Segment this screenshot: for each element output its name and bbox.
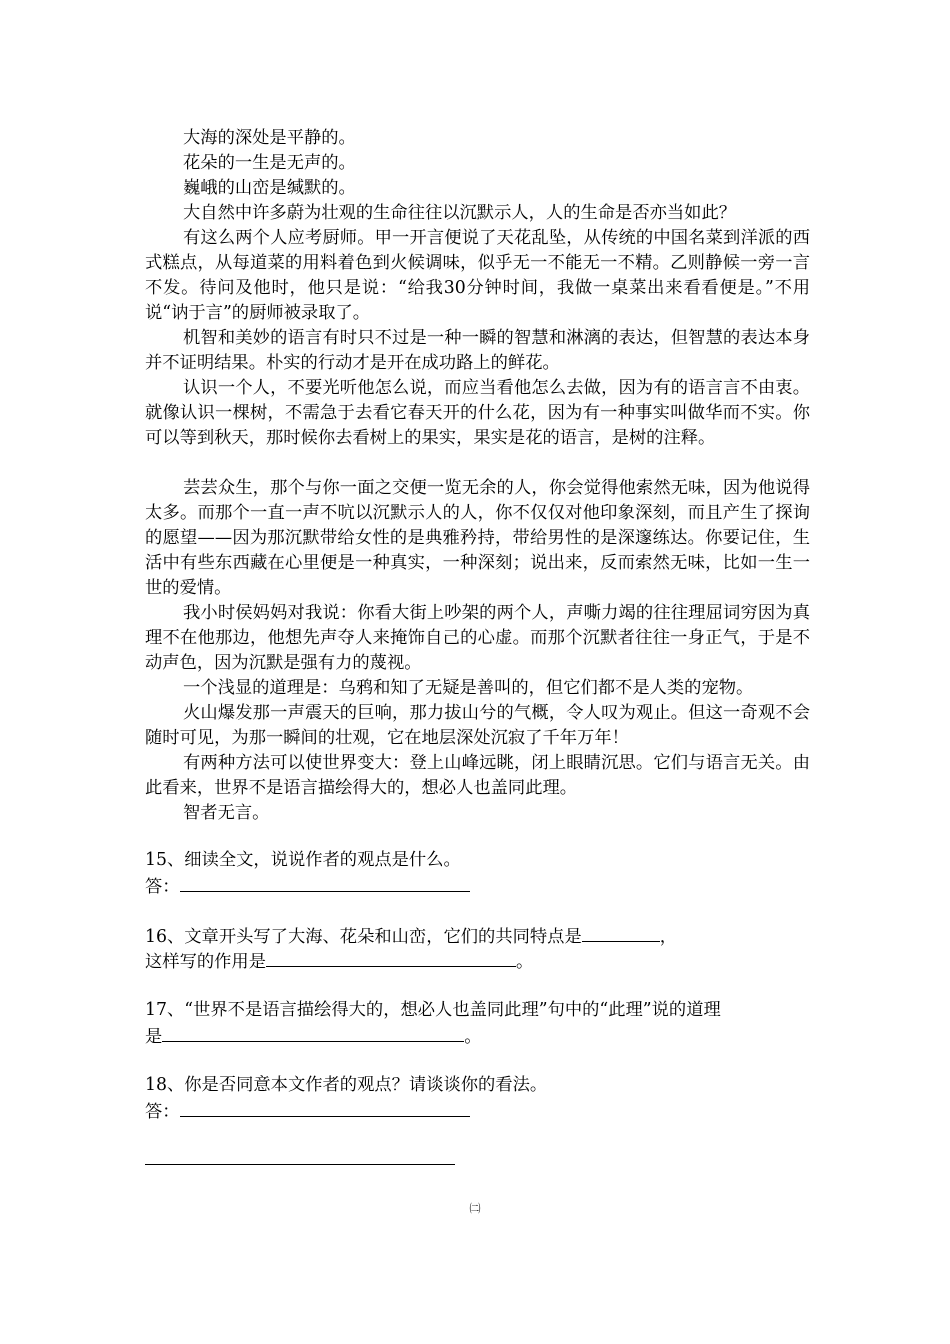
answer-blank[interactable] [180, 1098, 470, 1117]
question-15-answer-line [145, 873, 810, 900]
paragraph-8: 芸芸众生，那个与你一面之交便一览无余的人，你会觉得他索然无味，因为他说得太多。而那个一直一声不吭以沉默示人的人，你不仅仅对他印象深刻，而且产生了探询的愿望——因为那沉默带给女性的是典雅矜持，带给男性的是深邃练达。你要记住，生活中有些东西藏在心里便是一种真实，一种深刻；说出来，反而索然无味，比如一生一世的爱情。 [145, 478, 810, 598]
question-18-answer-line [145, 1098, 810, 1125]
question-17-period: 。 [464, 1027, 482, 1047]
answer-blank[interactable] [180, 873, 470, 892]
page-mark: ㈡ [469, 1202, 481, 1215]
question-15-text: 15、细读全文，说说作者的观点是什么。 [145, 850, 461, 870]
answer-blank[interactable] [582, 923, 660, 942]
question-17-line-2 [145, 1023, 810, 1050]
paragraph-9: 我小时侯妈妈对我说：你看大街上吵架的两个人，声嘶力竭的往往理屈词穷因为真理不在他那边，他想先声夺人来掩饰自己的心虚。而那个沉默者往往一身正气，于是不动声色，因为沉默是强有力的蔑视。 [145, 603, 810, 673]
paragraph-7: 认识一个人，不要光听他怎么说，而应当看他怎么去做，因为有的语言言不由衷。就像认识一棵树，不需急于去看它春天开的什么花，因为有一种事实叫做华而不实。你可以等到秋天，那时候你去看树上的果实，果实是花的语言，是树的注释。 [145, 378, 810, 448]
question-17-text-2: 是 [145, 1027, 163, 1047]
paragraph-11: 火山爆发那一声震天的巨响，那力拔山兮的气概，令人叹为观止。但这一奇观不会随时可见，为那一瞬间的壮观，它在地层深处沉寂了千年万年！ [145, 703, 810, 748]
paragraph-1: 大海的深处是平静的。 [183, 128, 356, 148]
answer-extra-line[interactable] [145, 1164, 455, 1165]
question-16-text-2: 这样写的作用是 [145, 952, 266, 972]
paragraph-12: 有两种方法可以使世界变大：登上山峰远眺，闭上眼睛沉思。它们与语言无关。由此看来，世界不是语言描绘得大的，想必人也盖同此理。 [145, 753, 810, 798]
question-16 [145, 923, 810, 950]
answer-blank[interactable] [266, 948, 516, 967]
paragraph-5: 有这么两个人应考厨师。甲一开言便说了天花乱坠，从传统的中国名菜到洋派的西式糕点，从每道菜的用料着色到火候调味，似乎无一不能无一不精。乙则静候一旁一言不发。待问及他时，他只是说：“给我30分钟时间，我做一桌菜出来看看便是。”不用说“讷于言”的厨师被录取了。 [145, 228, 810, 323]
question-18 [145, 1073, 810, 1098]
answer-label: 答： [145, 877, 180, 897]
question-16-comma: ， [659, 927, 678, 947]
answer-label: 答： [145, 1102, 180, 1122]
question-17 [145, 998, 810, 1023]
paragraph-10: 一个浅显的道理是：乌鸦和知了无疑是善叫的，但它们都不是人类的宠物。 [183, 678, 754, 698]
paragraph-6: 机智和美妙的语言有时只不过是一种一瞬的智慧和淋漓的表达，但智慧的表达本身并不证明结果。朴实的行动才是开在成功路上的鲜花。 [145, 328, 810, 373]
question-15 [145, 848, 810, 873]
question-18-text: 18、你是否同意本文作者的观点？请谈谈你的看法。 [145, 1075, 548, 1095]
paragraph-3: 巍峨的山峦是缄默的。 [183, 178, 356, 198]
question-17-text: 17、“世界不是语言描绘得大的，想必人也盖同此理”句中的“此理”说的道理 [145, 1000, 721, 1020]
paragraph-4: 大自然中许多蔚为壮观的生命往往以沉默示人，人的生命是否亦当如此？ [183, 203, 737, 223]
question-16-line-2 [145, 948, 810, 975]
answer-blank[interactable] [162, 1023, 464, 1042]
question-16-text: 16、文章开头写了大海、花朵和山峦，它们的共同特点是 [145, 927, 582, 947]
paragraph-13: 智者无言。 [183, 803, 270, 823]
question-16-period: 。 [515, 952, 534, 972]
paragraph-2: 花朵的一生是无声的。 [183, 153, 356, 173]
